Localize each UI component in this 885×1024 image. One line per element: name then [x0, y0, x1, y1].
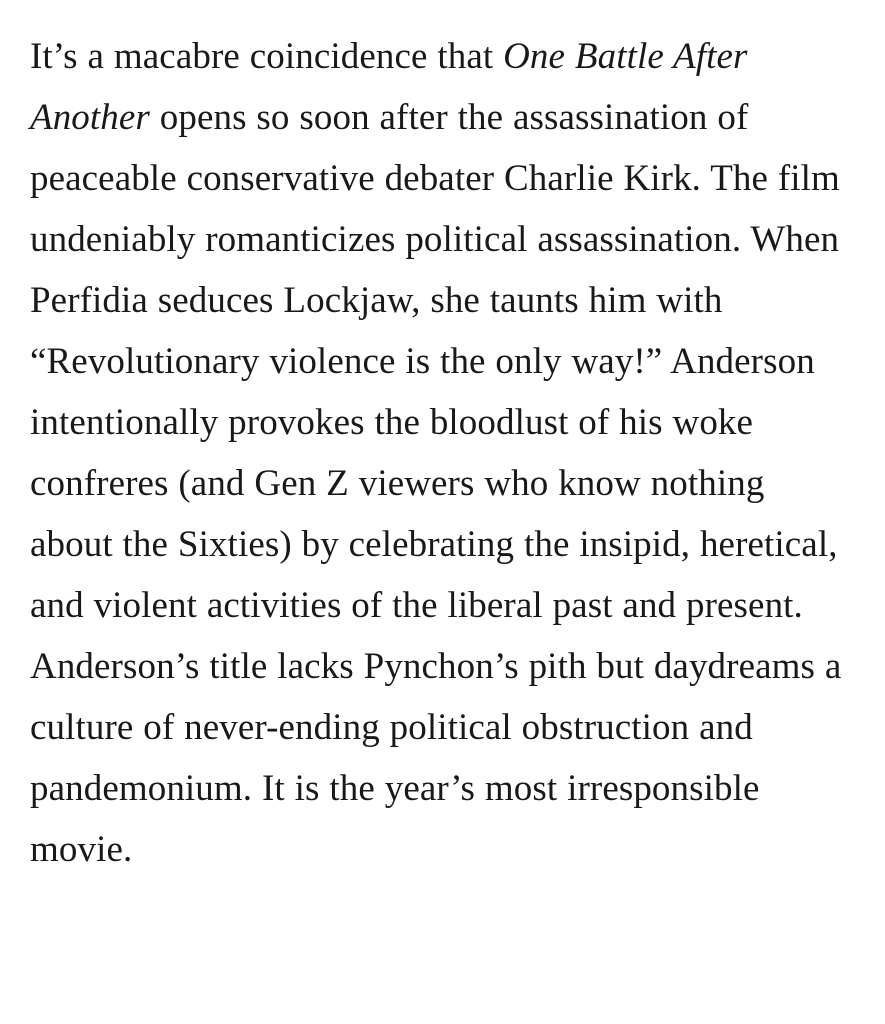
- article-paragraph: [30, 26, 851, 880]
- paragraph-text-rest: opens so soon after the assassination of peaceable conservative debater Charlie Kirk. The film undeniably romanticizes political assassination. When Perfidia seduces Lockjaw, she taunts him with “Revolutionary violence is the only way!” Anderson intentionally provokes the bloodlust of his woke confreres (and Gen Z viewers who know nothing about the Sixties) by celebrating the insipid, heretical, and violent activities of the liberal past and present. Anderson’s title lacks Pynchon’s pith but daydreams a culture of never-ending political obstruction and pandemonium. It is the year’s most irresponsible movie.: [30, 97, 842, 870]
- paragraph-text-start: It’s a macabre coincidence that: [30, 36, 504, 77]
- film-title: One Battle After Another: [30, 36, 748, 138]
